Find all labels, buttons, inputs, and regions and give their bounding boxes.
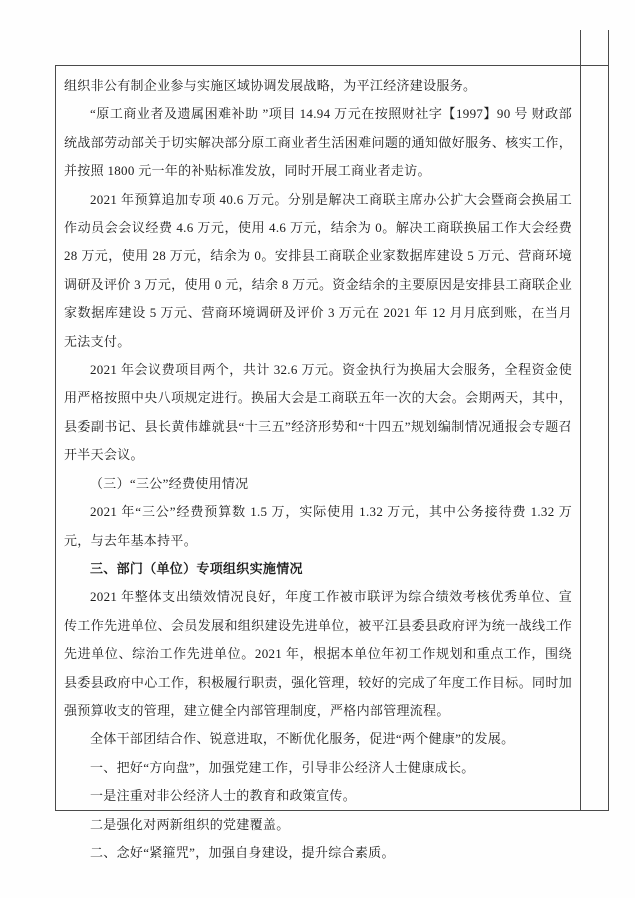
paragraph-item-one: 一、把好“方向盘”，加强党建工作，引导非公经济人士健康成长。: [90, 759, 475, 775]
paragraph-budget-addition: 2021 年预算追加专项 40.6 万元。分别是解决工商联主席办公扩大会暨商会换届工作动员会会议经费 4.6 万元，使用 4.6 万元，结余为 0。解决工商联换届工作大会经费 28 万元，使用 28 万元，结余为 0。安排县工商联企业家数据库建设 5 万元、营商环境调研及评价 3 万元，使用 0 元，结余 8 万元。资金结余的主要原因是安排县工商联企业家数据库建设 5 万元、营商环境调研及评价 3 万元在 2021 年 12 月月底到账，在当月无法支付。: [64, 191, 572, 349]
paragraph-meeting-expense: 2021 年会议费项目两个，共计 32.6 万元。资金执行为换届大会服务，全程资金使用严格按照中央八项规定进行。换届大会是工商联五年一次的大会。会期两天，其中，县委副书记、县长黄伟雄就县“十三五”经济形势和“十四五”规划编制情况通报会专题召开半天会议。: [64, 362, 572, 463]
paragraph-three-public: 2021 年“三公”经费预算数 1.5 万，实际使用 1.32 万元，其中公务接待费 1.32 万元，与去年基本持平。: [64, 504, 572, 548]
table-main-cell: [55, 65, 581, 860]
paragraph-item-one-b: 二是强化对两新组织的党建覆盖。: [90, 816, 290, 832]
table-side-column: [580, 65, 609, 811]
table-side-column-extension: [580, 30, 609, 65]
heading-section-three: 三、部门（单位）专项组织实施情况: [90, 560, 303, 576]
paragraph-two-healthy: 全体干部团结合作、锐意进取，不断优化服务，促进“两个健康”的发展。: [90, 731, 515, 747]
paragraph-subsidy-project: “原工商业者及遗属困难补助 ”项目 14.94 万元在按照财社字【1997】90 号 财政部 统战部劳动部关于切实解决部分原工商业者生活困难问题的通知做好服务、核实工作，并按照 1800 元一年的补贴标准发放，同时开展工商业者走访。: [64, 106, 572, 179]
paragraph-item-two: 二、念好“紧箍咒”，加强自身建设，提升综合素质。: [90, 844, 395, 860]
paragraph-performance: 2021 年整体支出绩效情况良好，年度工作被市联评为综合绩效考核优秀单位、宣传工作先进单位、会员发展和组织建设先进单位，被平江县委县政府评为统一战线工作先进单位、综治工作先进单位。2021 年，根据本单位年初工作规划和重点工作，围绕县委县政府中心工作，积极履行职责，强化管理，较好的完成了年度工作目标。同时加强预算收支的管理，建立健全内部管理制度，严格内部管理流程。: [64, 589, 572, 718]
paragraph-continuation: 组织非公有制企业参与实施区域协调发展战略，为平江经济建设服务。: [64, 78, 477, 93]
paragraph-item-one-a: 一是注重对非公经济人士的教育和政策宣传。: [90, 788, 357, 804]
subheading-three-public: （三）“三公”经费使用情况: [90, 475, 249, 491]
document-body: [64, 72, 572, 867]
